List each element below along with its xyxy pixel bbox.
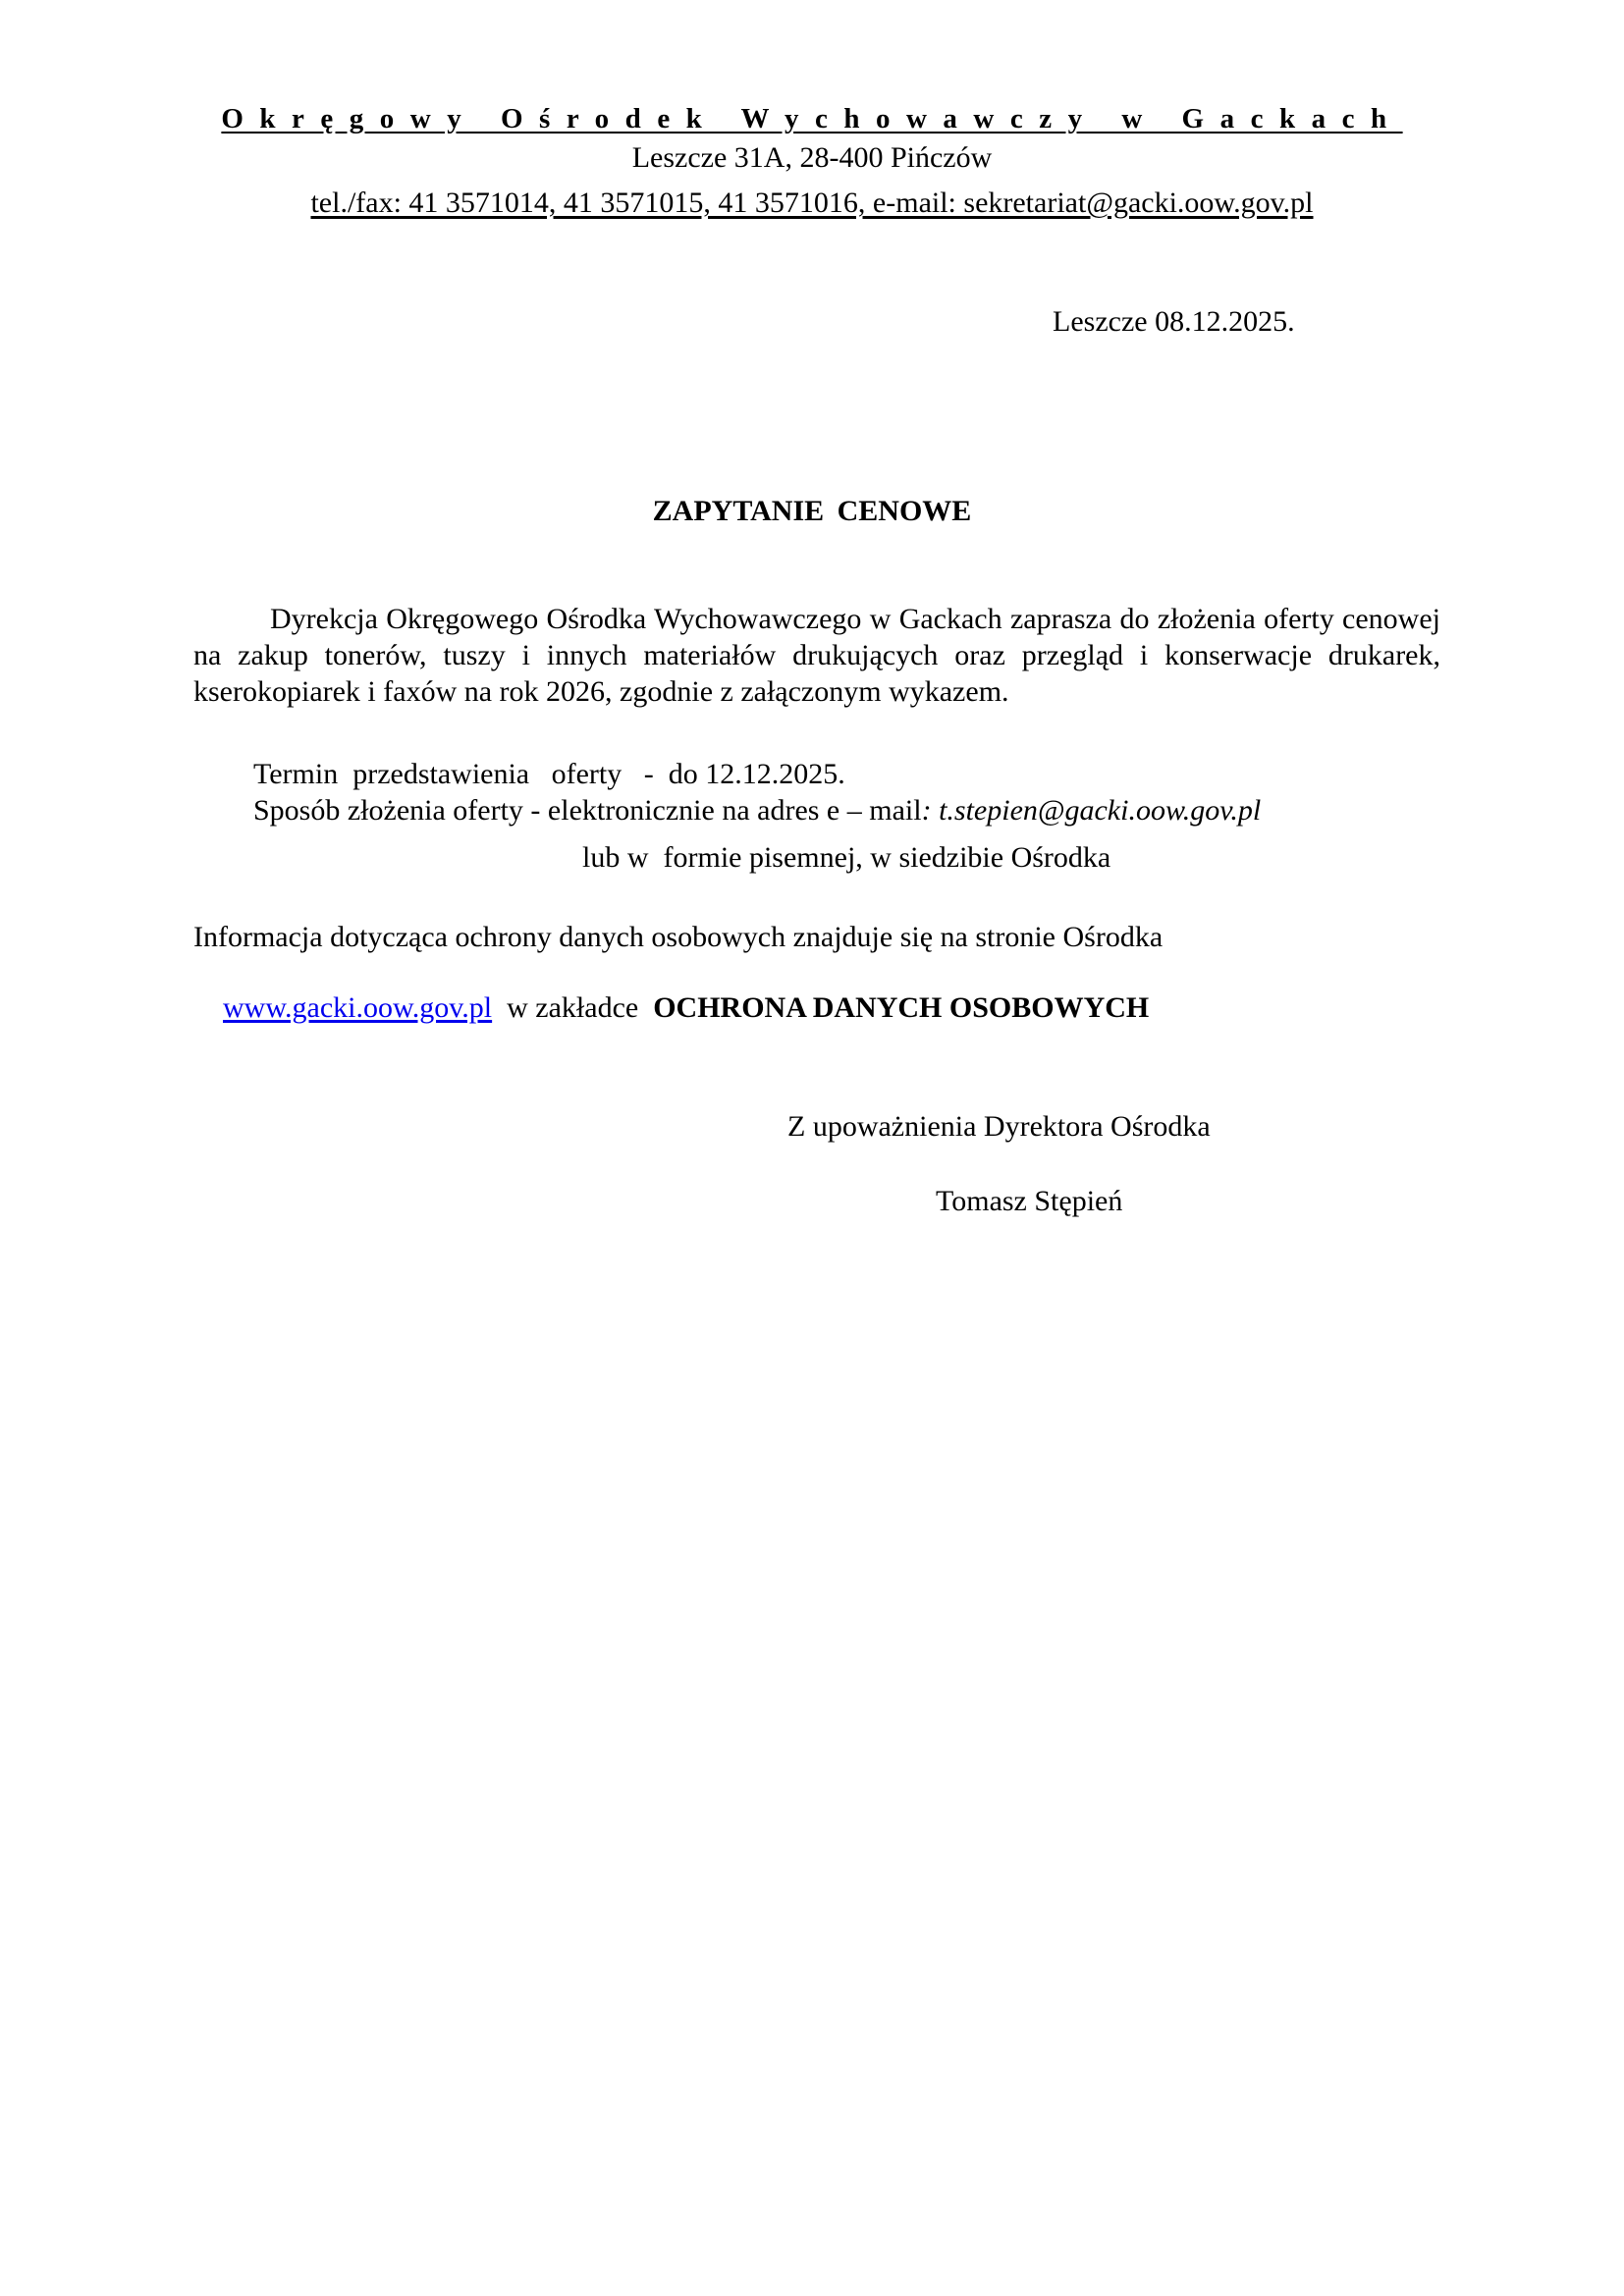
organization-name: Okręgowy Ośrodek Wychowawczy w Gackach (221, 103, 1403, 134)
submission-method (253, 794, 1261, 828)
privacy-tab-name: OCHRONA DANYCH OSOBOWYCH (653, 991, 1150, 1024)
privacy-link-line (193, 958, 1149, 1058)
organization-contact: tel./fax: 41 3571014, 41 3571015, 41 3571016, e-mail: sekretariat@gacki.oow.gov.pl (310, 187, 1314, 219)
submission-method-text: Sposób złożenia oferty - elektronicznie na adres e – mail (253, 794, 922, 827)
privacy-info: Informacja dotycząca ochrony danych osobowych znajduje się na stronie Ośrodka (193, 921, 1164, 953)
submission-email: : t.stepien@gacki.oow.gov.pl (921, 794, 1262, 827)
offer-deadline: Termin przedstawienia oferty - do 12.12.2025. (253, 758, 845, 790)
signature-authority: Z upoważnienia Dyrektora Ośrodka (787, 1110, 1211, 1143)
signatory-name: Tomasz Stępień (936, 1185, 1123, 1217)
document-title: ZAPYTANIE CENOWE (652, 495, 972, 527)
privacy-tab-text: w zakładce (492, 991, 654, 1024)
website-link[interactable]: www.gacki.oow.gov.pl (223, 991, 493, 1024)
organization-address: Leszcze 31A, 28-400 Pińczów (631, 141, 993, 174)
intro-paragraph: Dyrekcja Okręgowego Ośrodka Wychowawczego w Gackach zaprasza do złożenia oferty cenowej na zakup tonerów, tuszy i innych materiałów drukujących oraz przegląd i konserwacje drukarek, kserokopiarek i faxów na rok 2026, zgodnie z załączonym wykazem. (193, 603, 1440, 708)
submission-alternative: lub w formie pisemnej, w siedzibie Ośrodka (582, 841, 1111, 874)
letter-date: Leszcze 08.12.2025. (1053, 305, 1295, 338)
